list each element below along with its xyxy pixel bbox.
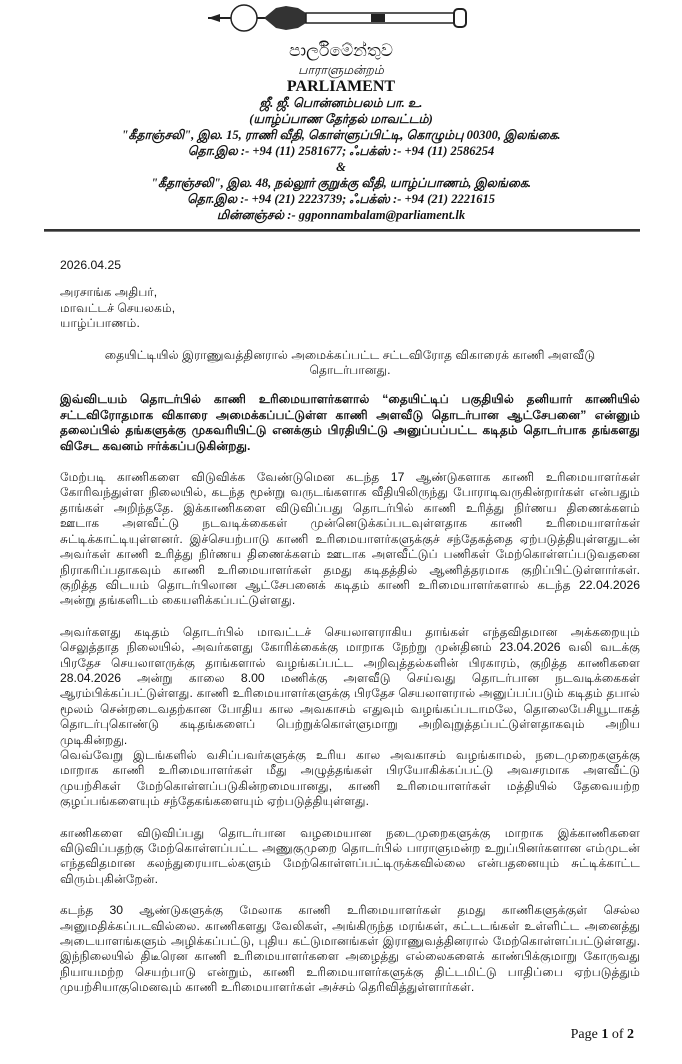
paragraph-line: கடந்த 30 ஆண்டுகளுக்கு மேலாக காணி உரிமையாளர்கள் தமது காணிகளுக்குள் செல்ல xyxy=(60,903,640,918)
paragraph-line: தாங்கள் அறிந்ததே. இக்காணிகளை விடுவிப்பது தொடர்பில் காணி உரித்து நிர்ணய திணைக்களம் xyxy=(60,500,640,515)
paragraph-line: விடுவிப்பதற்கு மேற்கொள்ளப்பட்ட அணுகுமுறை தொடர்பில் பாராளுமன்ற உறுப்பினர்களான எம்முடன் xyxy=(60,841,640,855)
paragraph-line: அடையாளங்களும் அழிக்கப்பட்டு, புதிய கட்டுமானங்கள் இராணுவத்தினரால் மேற்கொள்ளப்பட்டுள்ளது. xyxy=(60,934,640,949)
subject xyxy=(90,348,610,379)
paragraph-line: நியாயமற்ற செயற்பாடு என்றும், காணி உரிமையாளர்களுக்கு திட்டமிட்டு பாதிப்பை ஏற்படுத்தும் xyxy=(60,964,640,979)
paragraph-line: விசேட கவனம் ஈர்க்கப்படுகின்றது. xyxy=(60,438,251,453)
letter-body xyxy=(0,392,682,995)
paragraph-line: எந்தவிதமான கலந்துரையாடல்களும் மேற்கொள்ளப்பட்டிருக்கவில்லை என்பதனையும் சுட்டிக்காட்ட xyxy=(60,856,640,871)
paragraph-line: குழப்பங்களையும் சந்தேகங்களையும் ஏற்படுத்தியுள்ளது. xyxy=(60,794,370,809)
subject-line: தையிட்டியில் இராணுவத்தினரால் அமைக்கப்பட்ட சட்டவிரோத விகாரைக் காணி அளவீடு xyxy=(104,347,596,362)
addressee-line: மாவட்டச் செயலகம், xyxy=(60,300,176,315)
english-title: PARLIAMENT xyxy=(286,78,396,95)
paragraph-line: அனுமதிக்கப்படவில்லை. காணிகளது வேலிகள், அங்கிருந்த மரங்கள், கட்டடங்கள் உள்ளிட்ட அனைத்து xyxy=(60,918,640,933)
paragraph-line: அவர்களது கடிதம் தொடர்பில் மாவட்டச் செயலாளராகிய தாங்கள் எந்தவிதமான அக்கறையும் xyxy=(60,624,640,639)
body-paragraph xyxy=(60,625,640,810)
logo-area xyxy=(0,3,682,37)
addressee-line: யாழ்ப்பாணம். xyxy=(60,316,140,331)
member-name: ஜீ. ஜீ. பொன்னம்பலம் பா. உ. xyxy=(259,96,423,110)
addressee-line: அரசாங்க அதிபர், xyxy=(60,285,158,300)
addressee xyxy=(60,285,640,331)
paragraph-line: தலைப்பில் தங்களுக்கு முகவரியிட்டு எனக்கும் பிரதியிட்டு அனுப்பப்பட்ட கடிதம் தொடர்பாக தங்களது xyxy=(60,423,640,438)
paragraph-line: முயற்சிகள் மேற்கொள்ளப்படுகின்றமையானது, காணி உரிமையாளர்கள் மத்தியில் தேவையற்ற xyxy=(60,778,640,793)
page-current: 1 xyxy=(601,1026,609,1042)
header-divider xyxy=(44,229,640,232)
address-colombo: "கீதாஞ்சலி", இல. 15, ராணி வீதி, கொள்ளுப்பிட்டி, கொழும்பு 00300, இலங்கை. xyxy=(121,128,561,142)
page-total: 2 xyxy=(627,1026,634,1042)
paragraph-line: முயற்சியாகுமெனவும் காணி உரிமையாளர்கள் அச்சம் தெரிவித்துள்ளார்கள். xyxy=(60,980,475,995)
paragraph-line: காணிகளை விடுவிப்பது தொடர்பான வழமையான நடைமுறைகளுக்கு மாறாக இக்காணிகளை xyxy=(60,825,640,840)
paragraph-line: இந்நிலையில் திடீரென காணி உரிமையாளர்களை அழைத்து எல்லைகளைக் காண்பிக்குமாறு கோருவது xyxy=(60,949,640,964)
tamil-title: பாராளுமன்றம் xyxy=(298,63,384,77)
paragraph-line: மாறாக காணி உரிமையாளர்கள் மீது அழுத்தங்கள் பிரயோகிக்கப்பட்டு அவசரமாக அளவீட்டு xyxy=(60,763,640,778)
body-paragraph xyxy=(60,470,640,609)
page-number xyxy=(0,1026,682,1044)
body-paragraph xyxy=(60,826,640,888)
sinhala-title: පාර්ලිමේන්තුව xyxy=(289,41,393,60)
address-jaffna: "கீதாஞ்சலி", இல. 48, நல்லூர் குறுக்கு வீதி, யாழ்ப்பாணம், இலங்கை. xyxy=(151,176,531,190)
paragraph-line: தொடர்புகொண்டு கடிதங்களைப் பெற்றுக்கொள்ளுமாறு அறிவுறுத்தப்பட்டுள்ளதாகவும் அறிய முடிகின்றது. xyxy=(60,717,640,747)
phone-colombo: தொ.இல :- +94 (11) 2581677; ஃபக்ஸ் :- +94 (11) 2586254 xyxy=(187,144,495,158)
letter-date: 2026.04.25 xyxy=(60,258,121,272)
page-of: of xyxy=(608,1026,627,1042)
paragraph-line: சட்டவிரோதமாக விகாரை அமைக்கப்பட்டுள்ள காணி அளவீடு தொடர்பான ஆட்சேபனை” என்னும் xyxy=(60,407,640,422)
paragraph-line: மேற்படி காணிகளை விடுவிக்க வேண்டுமென கடந்த 17 ஆண்டுகளாக காணி உரிமையாளர்கள் xyxy=(60,470,640,485)
district: (யாழ்ப்பாண தேர்தல் மாவட்டம்) xyxy=(249,112,433,126)
paragraph-line: மூலம் சென்றடைவதற்கான போதிய கால அவகாசம் எதுவும் வழங்கப்படாமலே, தொலைபேசியூடாகத் xyxy=(60,701,640,716)
paragraph-line: கோரிவந்துள்ள நிலையில், கடந்த மூன்று வருடங்களாக வீதியிலிருந்து போராடிவருகின்றார்கள் என்பதும் xyxy=(60,485,640,500)
body-paragraph xyxy=(60,903,640,995)
parliament-mace-logo xyxy=(206,3,476,33)
paragraph-line: செலுத்தாத நிலையில், அவர்களது கோரிக்கைக்கு மாறாக நேற்று முன்தினம் 23.04.2026 வலி வடக்கு xyxy=(60,640,640,655)
phone-jaffna: தொ.இல :- +94 (21) 2223739; ஃபக்ஸ் :- +94 (21) 2221615 xyxy=(187,192,495,206)
page-prefix: Page xyxy=(570,1026,602,1042)
paragraph-line: பிரதேச செயலாளருக்கு தாங்களால் வழங்கப்பட்ட அறிவுத்தல்களின் பிரகாரம், குறித்த காணிகளை xyxy=(60,655,640,670)
paragraph-line: குறித்த விடயம் தொடர்பிலான ஆட்சேபனைக் கடிதம் காணி உரிமையாளர்களால் கடந்த 22.04.2026 xyxy=(60,577,640,592)
paragraph-line: ஆரம்பிக்கப்பட்டுள்ளது. காணி உரிமையாளர்களுக்கு பிரதேச செயலாளரால் அனுப்பப்படும் கடிதம் தபால் xyxy=(60,686,640,701)
paragraph-line: ஊடாக அளவீட்டு நடவடிக்கைகள் முன்னெடுக்கப்படவுள்ளதாக காணி உரிமையாளர்கள் xyxy=(60,516,640,531)
paragraph-line: 28.04.2026 அன்று காலை 8.00 மணிக்கு அளவீடு செய்வது தொடர்பான நடவடிக்கைகள் xyxy=(60,670,640,685)
paragraph-line: சுட்டிக்காட்டியுள்ளனர். இச்செயற்பாடு காணி உரிமையாளர்களுக்குச் சந்தேகத்தை ஏற்படுத்தியுள்ளதுடன் xyxy=(60,531,640,546)
paragraph-line: இவ்விடயம் தொடர்பில் காணி உரிமையாளர்களால் “தையிட்டிப் பகுதியில் தனியார் காணியில் xyxy=(60,392,640,407)
subject-line: தொடர்பானது. xyxy=(309,363,391,378)
email: மின்னஞ்சல் :- ggponnambalam@parliament.lk xyxy=(216,208,466,222)
paragraph-line: நிராகரிப்பதாகவும் காணி உரிமையாளர்கள் தமது கடிதத்தில் ஆணித்தரமாக குறிப்பிட்டுள்ளார்கள். xyxy=(60,562,640,577)
body-paragraph xyxy=(60,392,640,454)
ampersand: & xyxy=(336,160,346,174)
paragraph-line: வெவ்வேறு இடங்களில் வசிப்பவர்களுக்கு உரிய கால அவகாசம் வழங்காமல், நடைமுறைகளுக்கு xyxy=(60,747,640,762)
paragraph-line: அவர்கள் காணி உரித்து நிர்ணய திணைக்களம் ஊடாக அளவீட்டுப் பணிகள் மேற்கொள்ளப்படுவதனை xyxy=(60,547,640,562)
paragraph-line: விரும்புகின்றேன். xyxy=(60,871,158,886)
paragraph-line: அன்று தங்களிடம் கையளிக்கப்பட்டுள்ளது. xyxy=(60,593,296,608)
